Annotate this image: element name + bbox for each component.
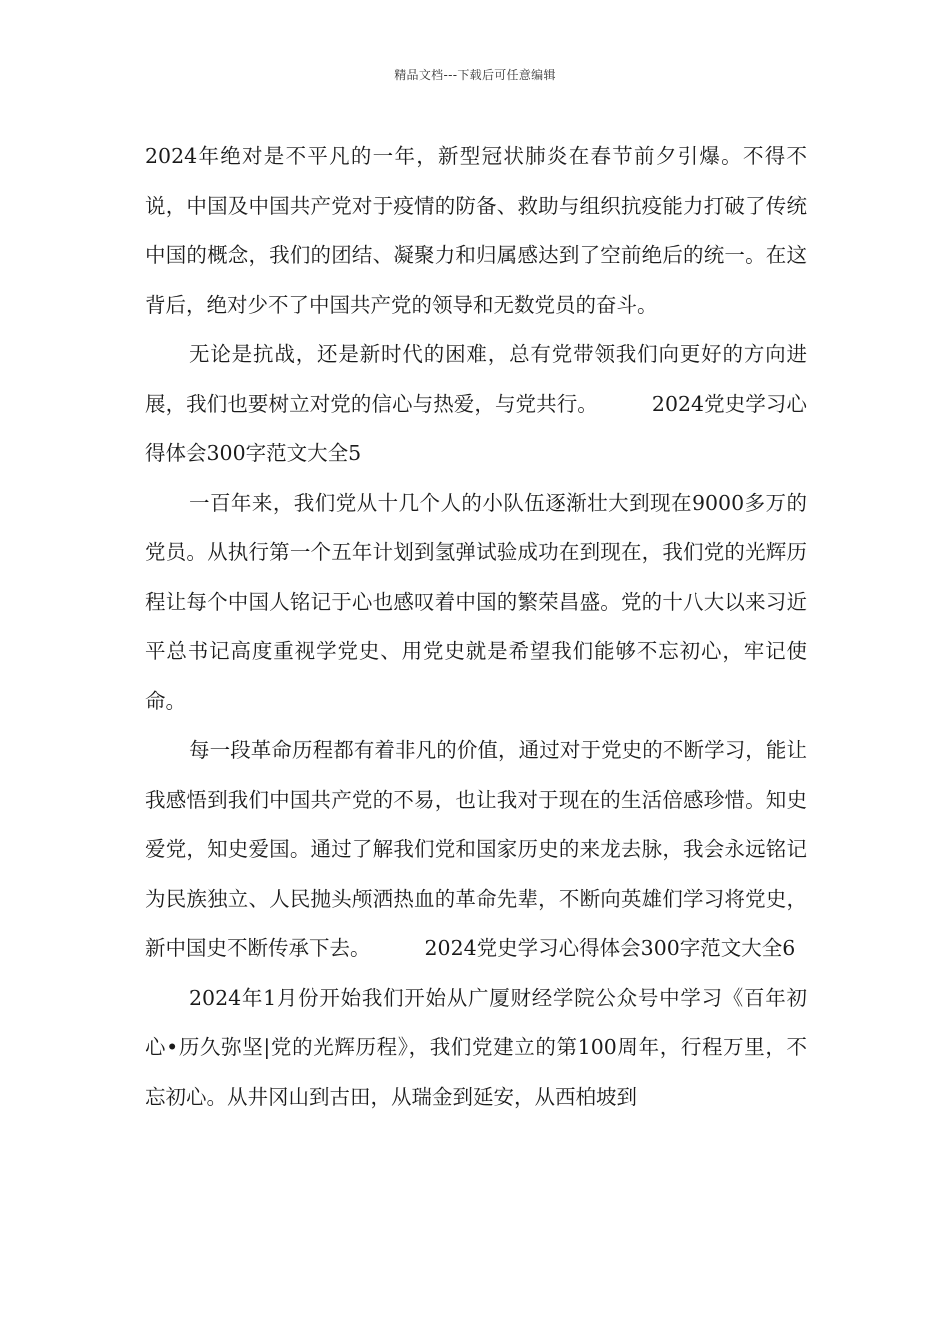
paragraph (145, 479, 807, 727)
paragraph-text: 每一段革命历程都有着非凡的价值，通过对于党史的不断学习，能让我感悟到我们中国共产党的不易，也让我对于现在的生活倍感珍惜。知史爱党，知史爱国。通过了解我们党和国家历史的来龙去脉，我会永远铭记为民族独立、人民抛头颅洒热血的革命先辈，不断向英雄们学习将党史，新中国史不断传承下去。 (145, 738, 807, 960)
paragraph-text: 2024年1月份开始我们开始从广厦财经学院公众号中学习《百年初心•历久弥坚|党的光辉历程》，我们党建立的第100周年，行程万里，不忘初心。从井冈山到古田，从瑞金到延安，从西柏坡到 (145, 985, 807, 1109)
paragraph (145, 974, 807, 1123)
paragraph (145, 132, 807, 330)
section-heading: 2024党史学习心得体会300字范文大全5 (145, 391, 808, 465)
paragraph (145, 330, 807, 479)
document-body (145, 132, 807, 1122)
paragraph-text: 2024年绝对是不平凡的一年，新型冠状肺炎在春节前夕引爆。不得不说，中国及中国共产党对于疫情的防备、救助与组织抗疫能力打破了传统中国的概念，我们的团结、凝聚力和归属感达到了空前绝后的统一。在这背后，绝对少不了中国共产党的领导和无数党员的奋斗。 (145, 144, 807, 317)
paragraph (145, 726, 807, 974)
section-heading: 2024党史学习心得体会300字范文大全6 (424, 936, 796, 960)
paragraph-text: 无论是抗战，还是新时代的困难，总有党带领我们向更好的方向进展，我们也要树立对党的信心与热爱，与党共行。 (145, 342, 807, 416)
page-header: 精品文档---下载后可任意编辑 (394, 68, 556, 82)
paragraph-text: 一百年来，我们党从十几个人的小队伍逐渐壮大到现在9000多万的党员。从执行第一个五年计划到氢弹试验成功在到现在，我们党的光辉历程让每个中国人铭记于心也感叹着中国的繁荣昌盛。党的十八大以来习近平总书记高度重视学党史、用党史就是希望我们能够不忘初心，牢记使命。 (145, 490, 807, 713)
